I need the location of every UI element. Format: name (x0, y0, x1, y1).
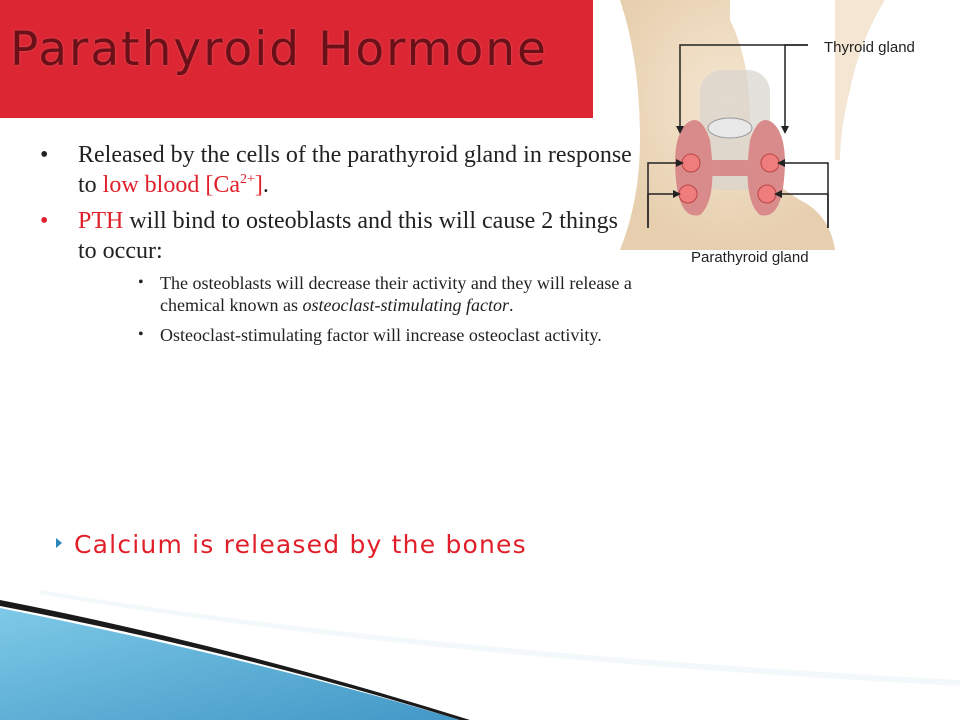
slide-title: Parathyroid Hormone (10, 22, 548, 77)
bullet-icon: • (138, 274, 144, 291)
bullet-item: • PTH will bind to osteoblasts and this will cause 2 things to occur: (40, 208, 618, 264)
decorative-swoosh (0, 590, 960, 720)
bullet-list (40, 140, 640, 354)
arrow-bullet-icon (56, 538, 62, 548)
bullet-icon: • (138, 326, 144, 343)
bullet-item: • Released by the cells of the parathyroid gland in response to low blood $[Ca^{2+}]$. (40, 142, 632, 198)
parathyroid-gland-label: Parathyroid gland (691, 249, 809, 266)
sub-bullet-item: • The osteoblasts will decrease their activity and they will release a chemical known as osteoclast-stimulating factor. (138, 273, 632, 315)
title-bar (0, 0, 593, 118)
callout: Calcium is released by the bones (56, 530, 527, 559)
bullet-icon: • (40, 142, 49, 168)
thyroid-illustration (600, 0, 960, 320)
bullet-icon: • (40, 208, 49, 234)
sub-bullet-item: • Osteoclast-stimulating factor will increase osteoclast activity. (138, 325, 602, 345)
thyroid-gland-label: Thyroid gland (824, 39, 915, 56)
